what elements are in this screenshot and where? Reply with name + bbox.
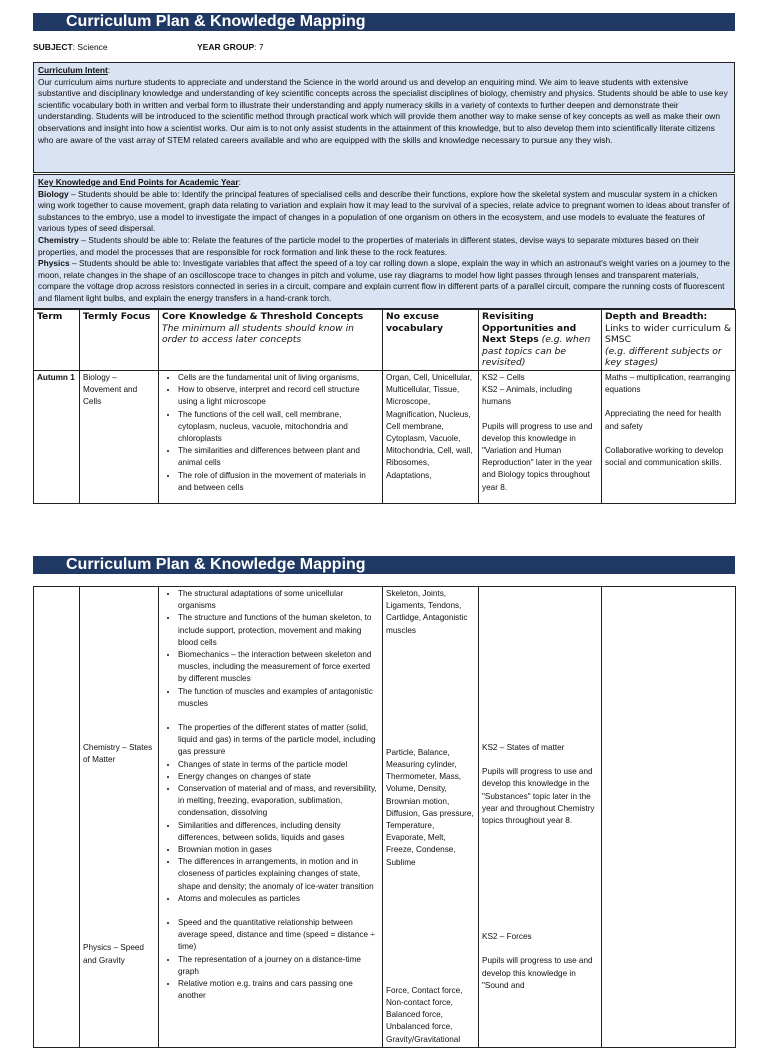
revisit-item: Pupils will progress to use and develop this knowledge in "Variation and Human Reproduction" later in the year and Biology topics throughout year 8. [482, 421, 593, 492]
physics-label: Physics [38, 258, 70, 269]
depth-item: Collaborative working to develop social and communication skills. [605, 445, 724, 467]
focus-cell [80, 587, 159, 1048]
endpoints-heading: Key Knowledge and End Points for Academic Year [38, 177, 239, 187]
header-core-sub: The minimum all students should know in order to access later concepts [162, 322, 354, 346]
curriculum-intent-box: Curriculum Intent: Our curriculum aims nurture students to appreciate and understand the Science in the world around us and develop an enquiring mind. We aim to leave students with extensive substantive and disciplinary knowledge and understanding of key scientific concepts across the specialist disciplines of biology, chemistry and physics. Students should be able to use key scientific vocabulary both in written and verbal form to illustrate their understanding and apply numeracy skills in a variety of contexts to further deepen and demonstrate their understanding. Students will be introduced to the scientific method through practical work which will provide them another way to make sense of key concepts as well as make their own observations and insight into how a scientist works. Our aim is to not only assist students in the attainment of this knowledge, but to also develop them into scientifically literate citizens who are aware of the vast array of STEM related careers available and who are equipped with the skills and knowledge necessary to pursue any they wish. [33, 62, 735, 173]
biology-core-list [162, 588, 379, 710]
revisit-item: KS2 – Cells [482, 372, 525, 382]
revisit-item: Pupils will progress to use and develop this knowledge in the "Substances" topic later in the year and throughout Chemistry topics throughout year 8. [482, 767, 595, 826]
list-item: • Changes of state in terms of the particle model [178, 759, 379, 771]
phys-vocab: Force, Contact force, Non-contact force, Balanced force, Unbalanced force, Gravity/Gravitational [386, 985, 463, 1044]
phys-focus: Physics – Speed and Gravity [83, 943, 144, 965]
list-item: • The role of diffusion in the movement of materials in and between cells [178, 470, 379, 494]
curriculum-table-page2 [33, 586, 736, 1048]
term-cell: Autumn 1 [34, 370, 80, 503]
page-title: Curriculum Plan & Knowledge Mapping [66, 13, 366, 30]
depth-cell [602, 370, 736, 503]
page-title-banner [33, 13, 735, 31]
chemistry-label: Chemistry [38, 234, 79, 245]
revisit-item: Pupils will progress to use and develop this knowledge in "Sound and [482, 956, 593, 990]
list-item: • The differences in arrangements, in motion and in closeness of particles explaining changes of state, shape and density; the anomaly of ice-water transition [178, 856, 379, 893]
header-core [159, 310, 383, 371]
revisit-cell [479, 587, 602, 1048]
list-item: • The function of muscles and examples of antagonistic muscles [178, 686, 379, 710]
chem-focus: Chemistry – States of Matter [83, 743, 153, 765]
focus-cell: Biology – Movement and Cells [80, 370, 159, 503]
curriculum-table-page1 [33, 309, 736, 504]
vocab-cell [383, 587, 479, 1048]
revisit-item: KS2 – Animals, including humans [482, 385, 573, 407]
header-term: Term [34, 310, 80, 371]
revisit-cell [479, 370, 602, 503]
term-cell [34, 587, 80, 1048]
depth-item: Maths – multiplication, rearranging equations [605, 372, 731, 395]
year-group-field [197, 42, 264, 52]
biology-label: Biology [38, 188, 69, 199]
biology-endpoints [38, 189, 730, 235]
chem-vocab: Particle, Balance, Measuring cylinder, Thermometer, Mass, Volume, Density, Brownian motion, Diffusion, Gas pressure, Temperature, Evaporate, Melt, Freeze, Condense, Sublime [386, 747, 474, 867]
phys-core-list [162, 917, 379, 1002]
header-revisit-sub: (e.g. when past topics can be revisited) [482, 334, 591, 369]
list-item: • How to observe, interpret and record cell structure using a light microscope [178, 384, 379, 408]
header-core-title: Core Knowledge & Threshold Concepts [162, 311, 364, 322]
core-list [162, 372, 379, 494]
biology-text: – Students should be able to: Identify the principal features of specialised cells and describe their functions, explore how the skeletal system and muscular system in a chicken wing work together to cause movement, graph data relating to variation and explain how it may lead to the survival of a species, relate advice to pregnant women to ideas about transfer of substances to the embryo, use a model to investigate the impact of changes in a population of one organism on others in the ecosystem, and use models to evaluate the features of various types of seed dispersal. [38, 188, 730, 234]
subject-field [33, 42, 108, 52]
header-depth-sub1: Links to wider curriculum & SMSC [605, 322, 732, 346]
page2-title-banner [33, 556, 735, 574]
header-revisit [479, 310, 602, 371]
header-depth [602, 310, 736, 371]
chemistry-endpoints [38, 235, 730, 258]
intent-text: Our curriculum aims nurture students to appreciate and understand the Science in the world around us and develop an enquiring mind. We aim to leave students with extensive substantive and disciplinary knowledge and understanding of key scientific concepts across the specialist disciplines of biology, chemistry and physics. Students should be able to use key scientific vocabulary both in written and verbal form to illustrate their understanding and apply numeracy skills in a variety of contexts to further deepen and demonstrate their understanding. Students will be introduced to the scientific method through practical work which will provide them another way to make sense of key concepts as well as make their own observations and insight into how a scientist works. Our aim is to not only assist students in the attainment of this knowledge, but to also develop them into scientifically literate citizens who are aware of the vast array of STEM related careers available and who are equipped with the skills and knowledge necessary to pursue any they wish. [38, 76, 728, 145]
revisit-item: KS2 – States of matter [482, 743, 565, 752]
key-knowledge-box: Key Knowledge and End Points for Academic Year: Biology – Students should be able to: Identify the principal features of specialised cells and describe their functions, explore how the skeletal system and muscular system in a chicken wing work together to cause movement, graph data relating to variation and explain how it may lead to the survival of a species, relate advice to pregnant women to ideas about transfer of substances to the embryo, use a model to investigate the impact of changes in a population of one organism on others in the ecosystem, and use models to evaluate the features of various types of seed dispersal. Chemistry – Students should be able to: Relate the features of the particle model to the properties of materials in different states, devise ways to separate mixtures based on their properties, and model the processes that are responsible for rock formation and link these to the rock features. Physics – Students should be able to: Investigate variables that affect the speed of a toy car rolling down a slope, explain the way in which an astronaut's weight varies on a journey to the moon, relate changes in the shape of an oscilloscope trace to changes in pitch and volume, use ray diagrams to model how light passes through lenses and transparent materials, compare the voltage drop across resistors connected in series in a circuit, compare and explain current flow in different parts of a parallel circuit, compare the running costs of fluorescent and filament light bulbs, and explain the energy transfers in a hand-crank torch. [33, 174, 735, 309]
chem-core-list [162, 722, 379, 905]
list-item: • Brownian motion in gases [178, 844, 379, 856]
list-item: • The properties of the different states of matter (solid, liquid and gas) in terms of the particle model, including gas pressure [178, 722, 379, 759]
list-item: • Similarities and differences, including density differences, between solids, liquids and gases [178, 820, 379, 844]
list-item: • The representation of a journey on a distance-time graph [178, 954, 379, 978]
core-cell [159, 587, 383, 1048]
list-item: • Relative motion e.g. trains and cars passing one another [178, 978, 379, 1002]
header-depth-sub2: (e.g. different subjects or key stages) [605, 345, 722, 369]
list-item: • The structure and functions of the human skeleton, to include support, protection, movement and making blood cells [178, 612, 379, 649]
vocab-cell: Organ, Cell, Unicellular, Multicellular, Tissue, Microscope, Magnification, Nucleus, Cell membrane, Cytoplasm, Vacuole, Mitochondria, Cell, wall, Ribosomes, Adaptations, [383, 370, 479, 503]
header-focus: Termly Focus [80, 310, 159, 371]
list-item: • The similarities and differences between plant and animal cells [178, 445, 379, 469]
physics-endpoints [38, 258, 730, 304]
list-item: • Energy changes on changes of state [178, 771, 379, 783]
physics-text: – Students should be able to: Investigate variables that affect the speed of a toy car rolling down a slope, explain the way in which an astronaut's weight varies on a journey to the moon, relate changes in the shape of an oscilloscope trace to changes in pitch and volume, use ray diagrams to model how light passes through lenses and transparent materials, compare the voltage drop across resistors connected in series in a circuit, compare and explain current flow in different parts of a parallel circuit, compare the running costs of fluorescent and filament light bulbs, and explain the energy transfers in a hand-crank torch. [38, 258, 730, 303]
biology-vocab: Skeleton, Joints, Ligaments, Tendons, Cartlidge, Antagonistic muscles [386, 589, 468, 635]
list-item: • Speed and the quantitative relationship between average speed, distance and time (speed = distance ÷ time) [178, 917, 379, 954]
depth-cell [602, 587, 736, 1048]
intent-heading: Curriculum Intent [38, 65, 108, 75]
core-cell [159, 370, 383, 503]
table-row [34, 587, 736, 1048]
year-group-value: : 7 [254, 42, 264, 52]
chemistry-text: – Students should be able to: Relate the features of the particle model to the properties of materials in different states, devise ways to separate mixtures based on their properties, and model the processes that are responsible for rock formation and link these to the rock features. [38, 234, 699, 257]
subject-value: : Science [72, 42, 108, 52]
list-item: • Biomechanics – the interaction between skeleton and muscles, including the measurement of force exerted by different muscles [178, 649, 379, 686]
header-revisit-title: Revisiting Opportunities and Next Steps [482, 311, 577, 346]
list-item: • The structural adaptations of some unicellular organisms [178, 588, 379, 612]
year-group-label: YEAR GROUP [197, 42, 255, 52]
list-item: • Conservation of material and of mass, and reversibility, in melting, freezing, evaporation, sublimation, condensation, dissolving [178, 783, 379, 820]
header-depth-title: Depth and Breadth: [605, 311, 708, 322]
list-item: • Atoms and molecules as particles [178, 893, 379, 905]
depth-item: Appreciating the need for health and safety [605, 409, 722, 431]
list-item: • Cells are the fundamental unit of living organisms, [178, 372, 379, 384]
revisit-item: KS2 – Forces [482, 932, 532, 942]
table-header-row [34, 310, 736, 371]
header-vocab: No excuse vocabulary [383, 310, 479, 371]
subject-label: SUBJECT [33, 42, 73, 52]
table-row [34, 370, 736, 503]
list-item: • The functions of the cell wall, cell membrane, cytoplasm, nucleus, vacuole, mitochondria and chloroplasts [178, 409, 379, 446]
page2-title: Curriculum Plan & Knowledge Mapping [66, 556, 366, 573]
